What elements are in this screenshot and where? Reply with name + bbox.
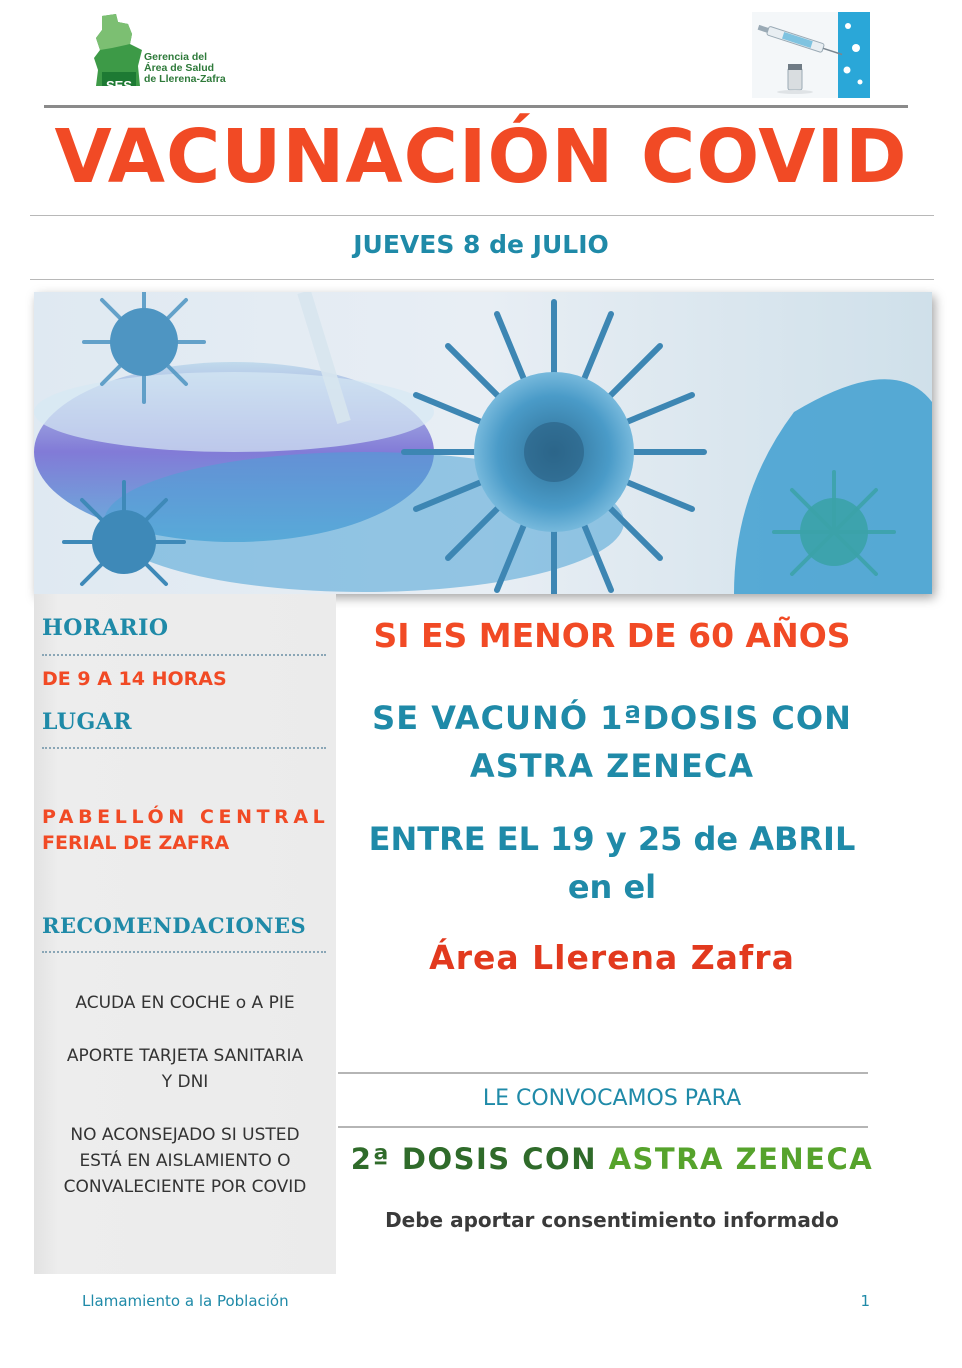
second-dose-part-1: 2ª DOSIS CON (350, 1142, 597, 1176)
ses-badge: SES (106, 78, 133, 93)
lugar-heading: LUGAR (42, 709, 133, 735)
event-date: JUEVES 8 de JULIO (353, 230, 609, 259)
first-dose-info (338, 694, 886, 790)
page-number: 1 (860, 1292, 870, 1310)
virus-laboratory-image (34, 292, 932, 594)
horario-value: DE 9 A 14 HORAS (42, 668, 227, 690)
date-divider (30, 279, 934, 280)
vaccine-syringe-icon (752, 12, 870, 98)
recommendation-isolation-line-3: CONVALECIENTE POR COVID (63, 1177, 307, 1197)
horario-heading: HORARIO (42, 615, 169, 641)
lugar-divider (42, 747, 326, 749)
second-dose-part-2: ASTRA ZENECA (608, 1142, 874, 1176)
recomendaciones-heading: RECOMENDACIONES (42, 913, 307, 938)
header-divider (44, 105, 908, 108)
recommendation-isolation-line-1: NO ACONSEJADO SI USTED (70, 1125, 300, 1145)
footer-text: Llamamiento a la Población (82, 1292, 289, 1310)
convocamos-top-divider (338, 1072, 868, 1074)
first-dose-line-1: SE VACUNÓ 1ªDOSIS CON (372, 699, 852, 737)
recommendation-card-line-2: Y DNI (161, 1072, 209, 1092)
second-dose-heading (338, 1142, 886, 1176)
first-dose-line-2: ASTRA ZENECA (469, 747, 755, 785)
health-area: Área Llerena Zafra (429, 938, 795, 977)
age-condition: SI ES MENOR DE 60 AÑOS (373, 616, 851, 655)
ses-logo (92, 14, 252, 93)
organization-name (144, 52, 226, 85)
org-line-3: de Llerena-Zafra (144, 73, 226, 85)
convocamos-bottom-divider (338, 1126, 868, 1128)
recommendation-card-line-1: APORTE TARJETA SANITARIA (66, 1046, 304, 1066)
recommendation-car: ACUDA EN COCHE o A PIE (75, 993, 295, 1013)
org-line-2: Área de Salud (144, 62, 215, 74)
lugar-line-2: FERIAL DE ZAFRA (42, 832, 230, 854)
title-divider (30, 215, 934, 216)
horario-divider (42, 654, 326, 656)
date-range-line-1: ENTRE EL 19 y 25 de ABRIL (368, 820, 856, 858)
org-line-1: Gerencia del (144, 51, 208, 63)
consent-notice: Debe aportar consentimiento informado (385, 1208, 839, 1232)
recommendation-isolation-line-2: ESTÁ EN AISLAMIENTO O (79, 1151, 291, 1171)
convocamos-text: LE CONVOCAMOS PARA (482, 1086, 742, 1111)
lugar-line-1: PABELLÓN CENTRAL (42, 806, 330, 828)
date-range-line-2: en el (567, 868, 657, 906)
recomendaciones-divider (42, 951, 326, 953)
page-title: VACUNACIÓN COVID (54, 114, 908, 200)
date-range (338, 815, 886, 911)
